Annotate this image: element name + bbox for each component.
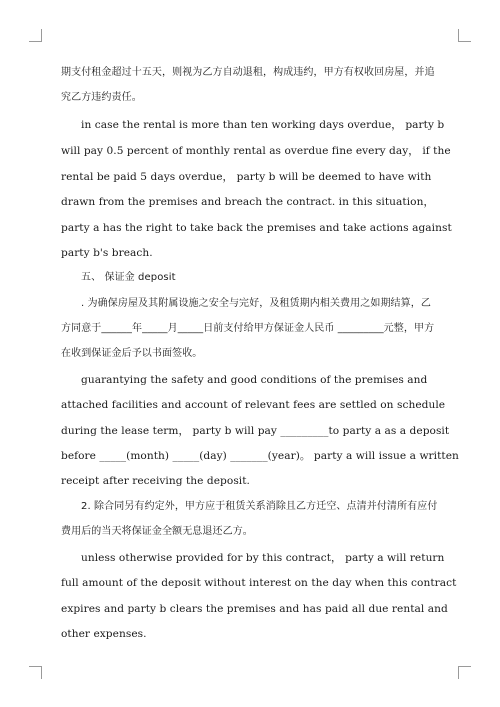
text-line: will pay 0.5 percent of monthly rental as overdue fine every day， if the [61, 145, 451, 157]
text-line: expires and party b clears the premises and has paid all due rental and [61, 603, 448, 615]
text-line: 期支付租金超过十五天，则视为乙方自动退租，构成违约，甲方有权收回房屋，并追 [61, 67, 435, 78]
text-line: 费用后的当天将保证金全额无息退还乙方。 [61, 526, 253, 537]
crop-mark-top-right [458, 29, 471, 42]
text-line: party a has the right to take back the premises and take actions against [61, 222, 452, 234]
text-line: . 为确保房屋及其附属设施之安全与完好，及租赁期内相关费用之如期结算，乙 [81, 298, 431, 309]
text-line: 究乙方违约责任。 [61, 92, 142, 103]
text-line: unless otherwise provided for by this contract， party a will return [81, 552, 445, 564]
text-line: attached facilities and account of relevant fees are settled on schedule [61, 399, 446, 411]
text-line: receipt after receiving the deposit. [61, 475, 250, 487]
text-line: 2. 除合同另有约定外，甲方应于租赁关系消除且乙方迁空、点清并付清所有应付 [81, 501, 438, 512]
text-line: full amount of the deposit without interest on the day when this contract [61, 577, 457, 589]
text-line: drawn from the premises and breach the contract. in this situation， [61, 196, 435, 208]
text-line: party b's breach. [61, 247, 153, 259]
text-line: guarantying the safety and good conditions of the premises and [81, 374, 428, 386]
text-line: in case the rental is more than ten working days overdue， party b [81, 119, 445, 131]
text-line: other expenses. [61, 628, 147, 640]
section-heading: 五、 保证金 deposit [81, 272, 176, 283]
crop-mark-bottom-right [458, 666, 471, 679]
text-line: before _____(month) _____(day) _______(year)。 party a will issue a written [61, 450, 459, 462]
text-line: rental be paid 5 days overdue， party b will be deemed to have with [61, 171, 432, 183]
crop-mark-bottom-left [29, 666, 42, 679]
text-line: 方同意于______年_____月_____日前支付给甲方保证金人民币 _________元整，甲方 [61, 323, 435, 334]
crop-mark-top-left [29, 29, 42, 42]
text-line: during the lease term， party b will pay _________to party a as a deposit [61, 425, 450, 437]
text-line: 在收到保证金后予以书面签收。 [61, 348, 203, 359]
